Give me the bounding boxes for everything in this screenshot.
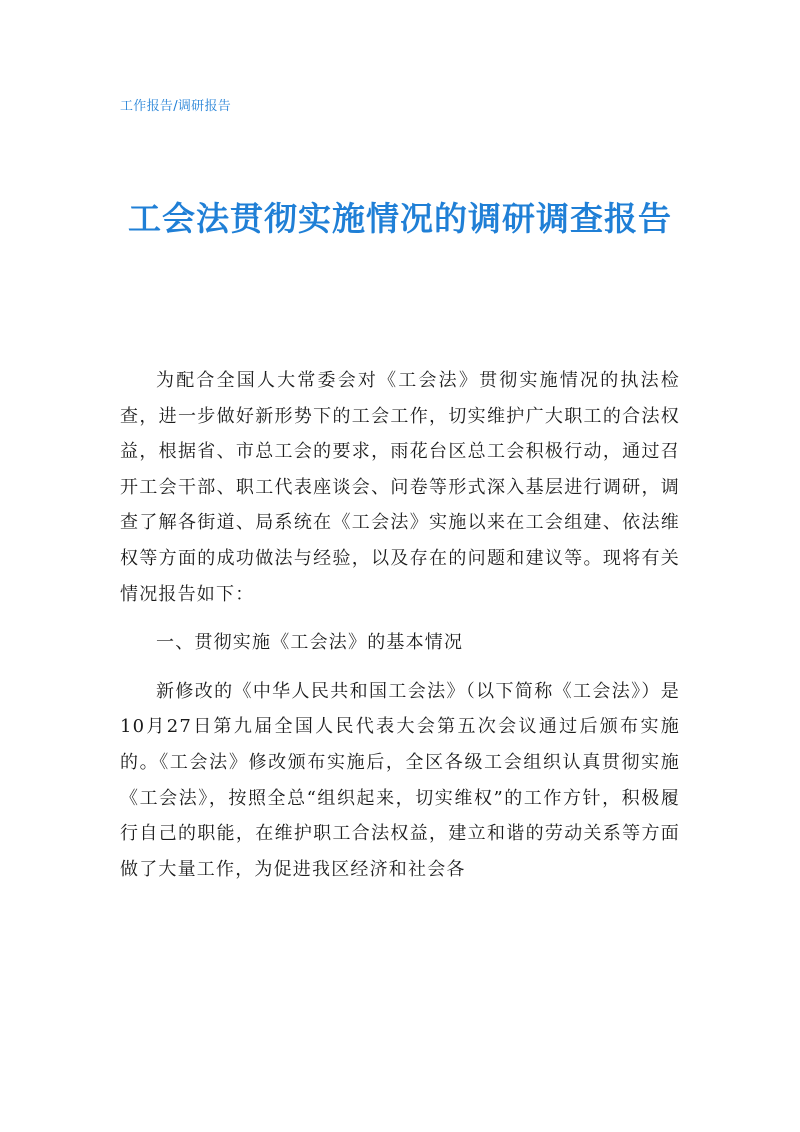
section-heading: 一、贯彻实施《工会法》的基本情况: [156, 632, 464, 654]
document-title: 工会法贯彻实施情况的调研调查报告: [128, 199, 672, 238]
category-breadcrumb: 工作报告/调研报告: [120, 99, 232, 114]
body-paragraph: 新修改的《中华人民共和国工会法》（以下简称《工会法》）是10月27日第九届全国人民代表大会第五次会议通过后颁布实施的。《工会法》修改颁布实施后，全区各级工会组织认真贯彻实施《工会法》，按照全总“组织起来，切实维权”的工作方针，积极履行自己的职能，在维护职工合法权益，建立和谐的劳动关系等方面做了大量工作，为促进我区经济和社会各: [120, 680, 680, 880]
document-body: [120, 363, 680, 887]
intro-paragraph: 为配合全国人大常委会对《工会法》贯彻实施情况的执法检查，进一步做好新形势下的工会工作，切实维护广大职工的合法权益，根据省、市总工会的要求，雨花台区总工会积极行动，通过召开工会干部、职工代表座谈会、问卷等形式深入基层进行调研，调查了解各街道、局系统在《工会法》实施以来在工会组建、依法维权等方面的成功做法与经验，以及存在的问题和建议等。现将有关情况报告如下：: [120, 370, 680, 605]
